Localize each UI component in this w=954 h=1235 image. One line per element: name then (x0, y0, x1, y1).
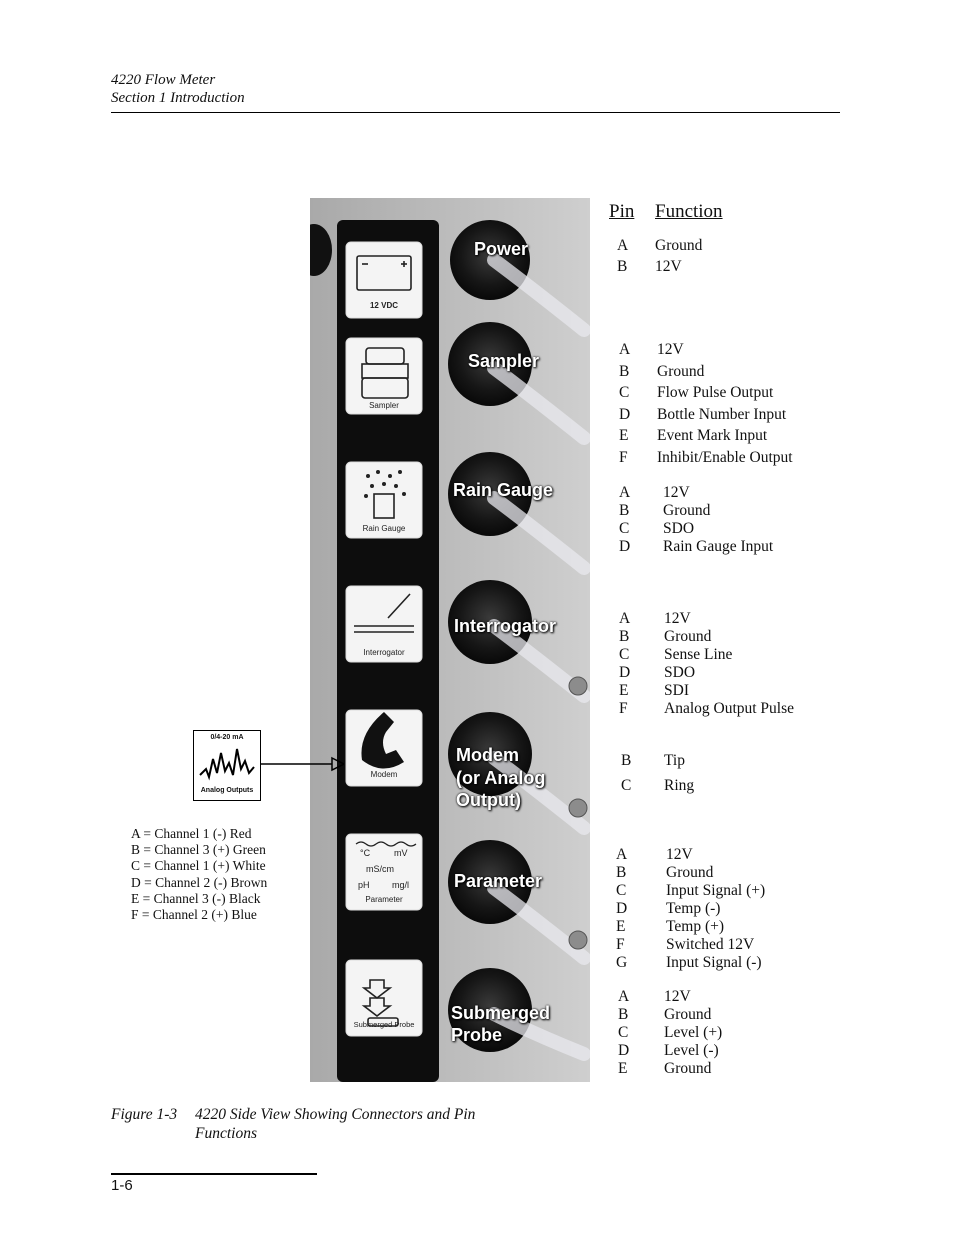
pin-function: Level (+) (664, 1024, 723, 1041)
pin-function: Tip (664, 752, 685, 769)
pin-letter: C (619, 520, 630, 537)
pin-letter: A (616, 846, 628, 863)
pin-letter: A (617, 237, 629, 254)
pin-letter: C (619, 646, 630, 663)
legend-line: A = Channel 1 (-) Red (131, 826, 252, 841)
label-rain-gauge: Rain Gauge (453, 480, 554, 500)
pin-letter: E (618, 1060, 628, 1077)
pin-column-header: Pin (609, 201, 635, 222)
pin-letter: B (619, 502, 630, 519)
tile-caption-power: 12 VDC (369, 301, 398, 310)
pin-function: 12V (663, 484, 690, 501)
pin-function: Ground (666, 864, 714, 881)
function-column-header: Function (655, 201, 723, 222)
param-mgl: mg/l (392, 880, 410, 890)
pin-letter: B (621, 752, 632, 769)
analog-icon-top-text: 0/4-20 mA (210, 734, 244, 741)
pin-function: SDO (664, 664, 696, 681)
pin-letter: A (619, 341, 631, 358)
pin-function: 12V (664, 988, 691, 1005)
pin-function: Event Mark Input (657, 427, 768, 445)
running-header-section: Section 1 Introduction (111, 90, 245, 106)
pin-letter: B (618, 1006, 629, 1023)
figure-caption-line1: 4220 Side View Showing Connectors and Pin (195, 1106, 476, 1123)
pin-function: Analog Output Pulse (664, 700, 795, 717)
pin-letter: D (619, 664, 631, 681)
pin-function: 12V (666, 846, 693, 863)
legend-line: D = Channel 2 (-) Brown (131, 874, 268, 890)
label-power: Power (474, 239, 529, 259)
pin-function: Ring (664, 777, 695, 794)
pin-function: Ground (664, 1060, 712, 1077)
footer-rule (111, 1173, 317, 1175)
pin-letter: D (619, 538, 631, 555)
pin-letter: D (616, 900, 628, 917)
param-mv: mV (394, 848, 408, 858)
pin-letter: F (616, 936, 625, 953)
pin-letter: B (617, 258, 628, 275)
pin-function: 12V (657, 341, 684, 358)
pin-function: Inhibit/Enable Output (657, 449, 793, 466)
pin-function: Temp (+) (666, 918, 725, 935)
label-interrogator: Interrogator (454, 616, 557, 636)
pin-letter: D (618, 1042, 630, 1059)
legend-line: E = Channel 3 (-) Black (131, 890, 261, 906)
tile-caption-modem: Modem (370, 770, 398, 779)
legend-line: B = Channel 3 (+) Green (131, 842, 266, 858)
param-mscm: mS/cm (366, 864, 394, 874)
label-parameter: Parameter (454, 871, 543, 891)
arrow-right-icon (260, 756, 344, 772)
pin-function: Ground (664, 628, 712, 645)
pin-function: Switched 12V (666, 936, 755, 953)
page-number: 1-6 (111, 1177, 133, 1194)
label-sampler: Sampler (468, 351, 540, 371)
tile-caption-rain-gauge: Rain Gauge (362, 524, 406, 533)
analog-outputs-icon (193, 730, 261, 801)
pin-function: Bottle Number Input (657, 405, 787, 423)
pin-letter: G (616, 954, 628, 971)
tile-caption-interrogator: Interrogator (363, 648, 405, 657)
pin-letter: A (619, 610, 631, 627)
param-degc: °C (360, 848, 371, 858)
pin-letter: D (619, 405, 631, 423)
tile-caption-submerged-probe: Submerged Probe (353, 1020, 415, 1029)
pin-letter: C (616, 882, 627, 899)
pin-letter: C (618, 1024, 629, 1041)
pin-letter: B (619, 628, 630, 645)
label-or-analog: (or Analog (456, 768, 546, 788)
pin-letter: C (621, 777, 632, 794)
pin-function: SDO (663, 520, 695, 537)
pin-function: Level (-) (664, 1042, 719, 1059)
pin-function: Ground (663, 502, 711, 519)
pin-letter: C (619, 384, 630, 402)
pin-function: Ground (655, 237, 703, 254)
label-output: Output) (456, 790, 521, 810)
tile-caption-parameter: Parameter (365, 895, 403, 904)
label-modem: Modem (456, 745, 519, 765)
pin-letter: E (619, 427, 629, 445)
header-rule (111, 112, 840, 113)
pin-function: Flow Pulse Output (657, 384, 774, 402)
pin-function: Input Signal (+) (666, 882, 766, 899)
pin-function: 12V (655, 258, 682, 275)
figure-number: Figure 1-3 (111, 1106, 178, 1123)
label-submerged: Submerged (451, 1003, 551, 1023)
pin-letter: F (619, 449, 628, 466)
legend-line: F = Channel 2 (+) Blue (131, 907, 257, 923)
pin-letter: A (619, 484, 631, 501)
pin-letter: B (619, 362, 630, 380)
pin-letter: E (616, 918, 626, 935)
pin-function: Ground (664, 1006, 712, 1023)
pin-letter: F (619, 700, 628, 717)
connector-panel-photo (310, 198, 590, 1082)
pin-function: Ground (657, 362, 705, 380)
pin-function: Rain Gauge Input (663, 538, 774, 555)
figure-caption-line2: Functions (195, 1125, 257, 1142)
pin-function: Sense Line (664, 646, 733, 663)
analog-icon-bottom-text: Analog Outputs (200, 787, 254, 794)
analog-legend (131, 826, 267, 923)
pin-function: SDI (664, 682, 689, 699)
label-probe: Probe (451, 1025, 503, 1045)
param-ph: pH (358, 880, 370, 890)
pin-function: 12V (664, 610, 691, 627)
legend-line: C = Channel 1 (+) White (131, 858, 266, 874)
pin-letter: A (618, 988, 630, 1005)
pin-function: Input Signal (-) (666, 954, 762, 971)
pin-letter: B (616, 864, 627, 881)
tile-caption-sampler: Sampler (369, 401, 399, 410)
pin-letter: E (619, 682, 629, 699)
running-header-title: 4220 Flow Meter (111, 72, 216, 88)
pin-function: Temp (-) (666, 900, 721, 917)
